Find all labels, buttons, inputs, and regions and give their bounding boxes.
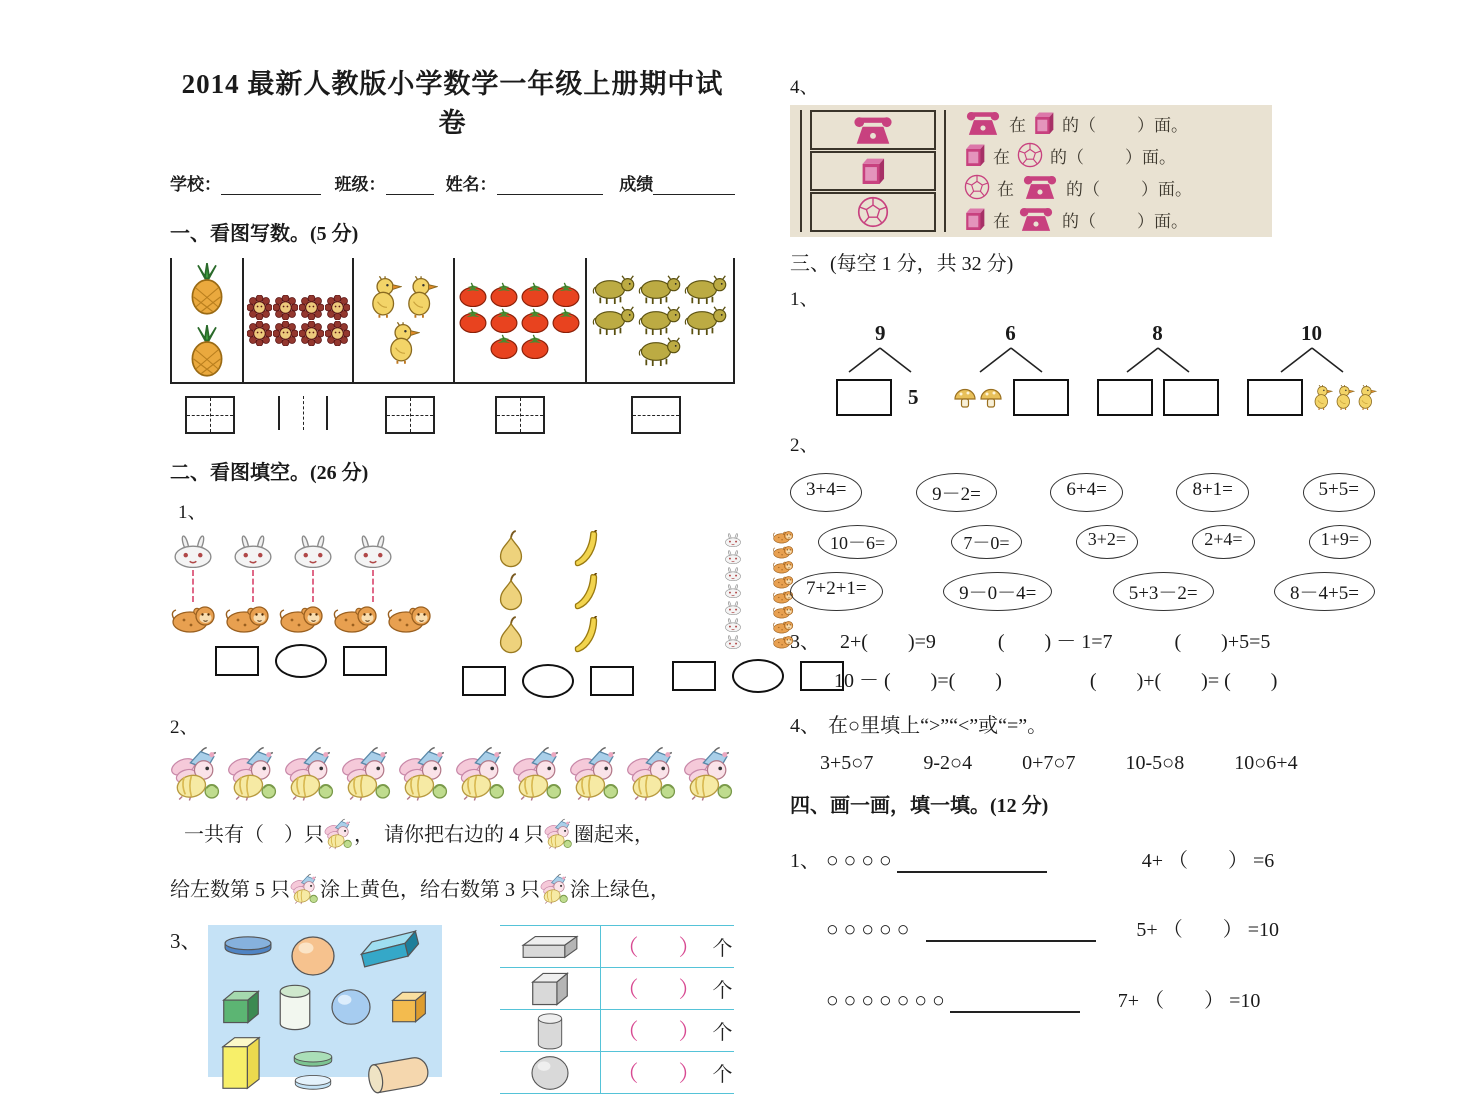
rabbit-icon bbox=[720, 531, 746, 547]
school-blank bbox=[221, 175, 321, 195]
telephone-icon bbox=[1017, 206, 1055, 232]
fill-equation: 7+ （ ） =10 bbox=[1117, 990, 1261, 1012]
line1-text: 圈起来， bbox=[574, 824, 654, 846]
tree-branches bbox=[837, 346, 923, 374]
section1-heading: 一、看图写数。(5 分) bbox=[170, 223, 359, 245]
cow-icon bbox=[638, 275, 682, 304]
equation-oval: 10－6= bbox=[818, 525, 897, 559]
pear-icon bbox=[494, 616, 528, 654]
section4-heading: 四、画一画，填一填。(12 分) bbox=[790, 795, 1049, 817]
pear-icon bbox=[494, 530, 528, 568]
fill-equations-line1 bbox=[790, 625, 1375, 654]
compare-items bbox=[820, 752, 1375, 775]
cow-icon bbox=[684, 275, 728, 304]
flower-icon bbox=[299, 321, 324, 346]
box-icon bbox=[860, 156, 886, 186]
unit-label: 个 bbox=[712, 980, 733, 1002]
q4-number: 4、 bbox=[790, 77, 819, 98]
cow-icon bbox=[638, 337, 682, 366]
table-row-cylinder bbox=[500, 1010, 734, 1052]
tomato-icon bbox=[458, 308, 488, 333]
class-blank bbox=[386, 175, 434, 195]
shapes-panel bbox=[208, 925, 442, 1077]
football-icon bbox=[964, 174, 990, 200]
answer-box bbox=[631, 396, 681, 434]
line1-text: ， 请你把右边的 4 只 bbox=[354, 824, 544, 846]
banana-icon bbox=[572, 616, 602, 654]
fill-box bbox=[1247, 379, 1303, 416]
rabbit-icon bbox=[720, 633, 746, 649]
section3-heading: 三、(每空 1 分，共 32 分) bbox=[790, 253, 1014, 275]
de-text: 的（ bbox=[1050, 147, 1084, 167]
compare-box bbox=[343, 646, 387, 676]
cow-icon bbox=[592, 275, 636, 304]
position-row bbox=[964, 206, 1262, 232]
duck-icon bbox=[370, 276, 402, 318]
tree-branches bbox=[1115, 346, 1201, 374]
compare-answer-boxes bbox=[462, 664, 634, 698]
table-row-cuboid bbox=[500, 926, 734, 968]
pineapple-icon bbox=[186, 262, 228, 316]
compare-oval bbox=[522, 664, 574, 698]
cyan-cuboid-shape bbox=[347, 926, 431, 973]
bee-icon bbox=[170, 745, 223, 801]
monkey-icon bbox=[170, 604, 216, 634]
cuboid-icon bbox=[519, 934, 581, 960]
close-paren: ） bbox=[678, 935, 701, 960]
class-label: 班级： bbox=[334, 175, 386, 194]
line1-text: 一共有（ ）只 bbox=[184, 824, 324, 846]
equation-oval: 8－4+5= bbox=[1274, 572, 1375, 611]
tomato-icon bbox=[551, 308, 581, 333]
de-text: 的（ bbox=[1062, 115, 1096, 135]
section2-heading: 二、看图填空。(26 分) bbox=[170, 462, 369, 484]
shapes-question bbox=[170, 925, 735, 1094]
match-dashed-line bbox=[350, 570, 396, 602]
bee-question-line2 bbox=[170, 872, 735, 905]
equation-oval: 7+2+1= bbox=[790, 572, 883, 611]
duckling-icon bbox=[1313, 385, 1333, 410]
fill-equation: ( )+( )= ( ) bbox=[1089, 670, 1278, 692]
de-text: 的（ bbox=[1062, 211, 1096, 231]
equation-oval: 6+4= bbox=[1050, 473, 1122, 512]
bee-icon bbox=[683, 745, 736, 801]
equation-oval: 1+9= bbox=[1309, 525, 1371, 559]
box-icon bbox=[964, 142, 986, 168]
bee-icon bbox=[626, 745, 679, 801]
fill-box bbox=[1097, 379, 1153, 416]
bee-icon bbox=[512, 745, 565, 801]
rabbit-icon bbox=[720, 616, 746, 632]
page-title: 2014 最新人教版小学数学一年级上册期中试卷 bbox=[181, 69, 724, 138]
line2-text: 涂上黄色，给右数第 3 只 bbox=[320, 879, 540, 901]
position-question-photo bbox=[790, 105, 1272, 237]
flower-icon bbox=[299, 295, 324, 320]
compare-answer-boxes bbox=[170, 644, 432, 678]
line2-text: 给左数第 5 只 bbox=[170, 879, 290, 901]
rabbit-icon bbox=[290, 530, 336, 568]
cell-tomatoes bbox=[455, 258, 587, 382]
lightblue-disc-shape bbox=[292, 1074, 334, 1091]
tree-number: 5 bbox=[908, 385, 919, 409]
cell-ducks bbox=[354, 258, 455, 382]
position-row bbox=[964, 110, 1262, 136]
header-fields bbox=[170, 170, 735, 195]
unit-label: 个 bbox=[712, 1022, 733, 1044]
equation-oval: 5+5= bbox=[1303, 473, 1375, 512]
tree-9 bbox=[836, 321, 925, 416]
tree-top-number: 9 bbox=[875, 321, 886, 345]
mian-text: ）面。 bbox=[1141, 179, 1192, 199]
fill-equation: 5+ （ ） =10 bbox=[1136, 919, 1279, 941]
draw-fill-row bbox=[790, 844, 1375, 873]
de-text: 的（ bbox=[1066, 179, 1100, 199]
blue-sphere-shape bbox=[329, 988, 373, 1026]
fill-equation: 2+( )=9 bbox=[840, 631, 936, 653]
answer-box bbox=[495, 396, 545, 434]
close-paren: ） bbox=[678, 1019, 701, 1044]
open-paren: （ bbox=[616, 1061, 639, 1086]
compare-group-pears-bananas bbox=[462, 530, 634, 698]
draw-fill-row bbox=[790, 984, 1375, 1013]
telephone-icon bbox=[1021, 174, 1059, 200]
tomato-icon bbox=[520, 282, 550, 307]
compare-item: 10○6+4 bbox=[1234, 752, 1298, 774]
monkey-icon bbox=[224, 604, 270, 634]
right-column bbox=[790, 72, 1375, 1013]
bee-question-line1 bbox=[184, 817, 735, 850]
equation-oval: 7－0= bbox=[951, 525, 1021, 559]
bee-icon bbox=[290, 872, 320, 905]
unit-label: 个 bbox=[712, 1064, 733, 1086]
tomato-icon bbox=[489, 308, 519, 333]
tree-8 bbox=[1097, 321, 1219, 416]
mushroom-icon bbox=[953, 387, 977, 409]
equation-oval: 9－0－4= bbox=[943, 572, 1052, 611]
bee-icon bbox=[324, 817, 354, 850]
draw-blank bbox=[926, 919, 1096, 942]
draw-blank bbox=[897, 850, 1047, 873]
q3-number: 3、 bbox=[170, 929, 202, 953]
school-label: 学校： bbox=[170, 175, 221, 194]
duckling-icon bbox=[1357, 385, 1377, 410]
fill-equations-line2 bbox=[834, 664, 1375, 693]
fill-equation: 10 － ( )=( ) bbox=[834, 670, 1002, 692]
mushroom-icon bbox=[979, 387, 1003, 409]
flower-icon bbox=[325, 295, 350, 320]
flower-icon bbox=[273, 321, 298, 346]
table-row-sphere bbox=[500, 1052, 734, 1094]
rabbit-icon bbox=[720, 548, 746, 564]
line2-text: 涂上绿色， bbox=[570, 879, 670, 901]
green-cube-shape bbox=[220, 988, 262, 1026]
name-label: 姓名： bbox=[445, 175, 497, 194]
open-paren: （ bbox=[616, 1019, 639, 1044]
zai-text: 在 bbox=[997, 179, 1014, 199]
s3q4-number: 4、 bbox=[790, 715, 820, 737]
close-paren: ） bbox=[678, 977, 701, 1002]
compare-group-rabbits-monkeys bbox=[170, 530, 432, 698]
unit-label: 个 bbox=[712, 938, 733, 960]
count-pictures-table bbox=[170, 258, 735, 384]
flower-icon bbox=[325, 321, 350, 346]
equation-oval: 8+1= bbox=[1176, 473, 1248, 512]
compare-box bbox=[672, 661, 716, 691]
fill-box bbox=[1013, 379, 1069, 416]
answer-box bbox=[278, 396, 328, 430]
football-icon bbox=[1017, 142, 1043, 168]
tree-top-number: 6 bbox=[1005, 321, 1016, 345]
zai-text: 在 bbox=[1009, 115, 1026, 135]
cow-icon bbox=[684, 306, 728, 335]
shelf-figure bbox=[800, 110, 946, 232]
fill-equation: ( )+5=5 bbox=[1174, 631, 1271, 653]
match-dashed-line bbox=[290, 570, 336, 602]
equation-oval: 9－2= bbox=[916, 473, 997, 512]
pineapple-icon bbox=[186, 324, 228, 378]
compare-box bbox=[215, 646, 259, 676]
cell-pineapples bbox=[170, 258, 244, 382]
decomposition-trees bbox=[836, 321, 1375, 416]
sphere-icon bbox=[528, 1055, 572, 1091]
flower-icon bbox=[247, 321, 272, 346]
compare-item: 9-2○4 bbox=[923, 752, 973, 774]
tree-10 bbox=[1247, 321, 1377, 416]
cell-flowers bbox=[244, 258, 354, 382]
compare-oval bbox=[275, 644, 327, 678]
rabbit-icon bbox=[170, 530, 216, 568]
banana-icon bbox=[572, 530, 602, 568]
duck-icon bbox=[406, 276, 438, 318]
fill-equation: 4+ （ ） =6 bbox=[1141, 850, 1275, 872]
tomato-icon bbox=[520, 334, 550, 359]
score-blank bbox=[653, 175, 735, 195]
open-paren: （ bbox=[616, 977, 639, 1002]
monkey-icon bbox=[332, 604, 378, 634]
cow-icon bbox=[638, 306, 682, 335]
close-paren: ） bbox=[678, 1061, 701, 1086]
shape-count-table bbox=[500, 925, 734, 1094]
open-paren: （ bbox=[616, 935, 639, 960]
compare-instruction bbox=[790, 709, 1375, 738]
bees-row bbox=[170, 745, 735, 801]
fill-box bbox=[1163, 379, 1219, 416]
answer-box bbox=[385, 396, 435, 434]
blue-disc-shape bbox=[220, 935, 276, 957]
fill-equation: ( ) － 1=7 bbox=[997, 631, 1113, 653]
bee-icon bbox=[569, 745, 622, 801]
rabbit-icon bbox=[230, 530, 276, 568]
name-blank bbox=[497, 175, 604, 195]
tomato-icon bbox=[520, 308, 550, 333]
duck-icon bbox=[388, 322, 420, 364]
rabbit-icon bbox=[350, 530, 396, 568]
monkey-icon bbox=[278, 604, 324, 634]
pear-icon bbox=[494, 573, 528, 611]
flower-icon bbox=[273, 295, 298, 320]
tomato-icon bbox=[551, 282, 581, 307]
box-icon bbox=[1033, 110, 1055, 136]
banana-icon bbox=[572, 573, 602, 611]
orange-cylinder-shape bbox=[361, 1054, 432, 1097]
tree-6 bbox=[953, 321, 1069, 416]
q1-number: 1、 bbox=[178, 502, 207, 523]
zai-text: 在 bbox=[993, 147, 1010, 167]
tree-top-number: 8 bbox=[1152, 321, 1163, 345]
tomato-icon bbox=[489, 282, 519, 307]
mian-text: ）面。 bbox=[1137, 115, 1188, 135]
pale-cylinder-shape bbox=[278, 983, 312, 1031]
fill-box bbox=[836, 379, 892, 416]
position-row bbox=[964, 174, 1262, 200]
orange-cube-shape bbox=[389, 989, 429, 1025]
position-row bbox=[964, 142, 1262, 168]
mian-text: ）面。 bbox=[1137, 211, 1188, 231]
compare-item: 10-5○8 bbox=[1125, 752, 1185, 774]
telephone-icon bbox=[964, 110, 1002, 136]
equation-oval: 3+2= bbox=[1076, 525, 1138, 559]
row-number: 1、 bbox=[790, 850, 820, 872]
tomato-icon bbox=[458, 282, 488, 307]
bee-icon bbox=[544, 817, 574, 850]
green-disc-shape bbox=[288, 1050, 338, 1068]
football-icon bbox=[857, 196, 889, 228]
flower-icon bbox=[247, 295, 272, 320]
tree-branches bbox=[1269, 346, 1355, 374]
bee-icon bbox=[227, 745, 280, 801]
draw-blank bbox=[950, 990, 1080, 1013]
box-icon bbox=[964, 206, 986, 232]
equation-oval: 5+3－2= bbox=[1113, 572, 1214, 611]
answer-boxes-row bbox=[170, 396, 735, 434]
mian-text: ）面。 bbox=[1125, 147, 1176, 167]
cow-icon bbox=[592, 306, 636, 335]
q2-number: 2、 bbox=[170, 717, 199, 738]
bee-icon bbox=[540, 872, 570, 905]
bee-icon bbox=[398, 745, 451, 801]
compare-box bbox=[590, 666, 634, 696]
rabbit-icon bbox=[720, 599, 746, 615]
match-dashed-line bbox=[230, 570, 276, 602]
answer-box bbox=[185, 396, 235, 434]
tomato-icon bbox=[489, 334, 519, 359]
circles-to-continue: ○○○○○○○ bbox=[826, 988, 950, 1012]
circles-to-continue: ○○○○○ bbox=[826, 917, 915, 941]
left-column bbox=[170, 62, 735, 1094]
rabbit-icon bbox=[720, 582, 746, 598]
draw-fill-row bbox=[790, 913, 1375, 942]
orange-sphere-shape bbox=[290, 935, 336, 977]
compare-box bbox=[462, 666, 506, 696]
tree-top-number: 10 bbox=[1301, 321, 1322, 345]
yellow-cuboid-shape bbox=[220, 1035, 262, 1091]
monkey-icon bbox=[386, 604, 432, 634]
circles-to-continue: ○○○○ bbox=[826, 848, 897, 872]
equation-oval: 2+4= bbox=[1192, 525, 1254, 559]
rabbit-icon bbox=[720, 565, 746, 581]
match-dashed-line bbox=[170, 570, 216, 602]
cylinder-icon bbox=[536, 1012, 564, 1050]
bee-icon bbox=[455, 745, 508, 801]
tree-branches bbox=[968, 346, 1054, 374]
s3q1-number: 1、 bbox=[790, 289, 819, 310]
score-label: 成绩 bbox=[619, 175, 654, 194]
compare-instruction-text: 在○里填上“>”“<”或“=”。 bbox=[828, 715, 1048, 737]
cell-cows bbox=[587, 258, 735, 382]
compare-oval bbox=[732, 659, 784, 693]
bee-icon bbox=[284, 745, 337, 801]
compare-item: 3+5○7 bbox=[820, 752, 874, 774]
telephone-icon bbox=[851, 115, 895, 145]
cube-icon bbox=[528, 970, 572, 1008]
bee-icon bbox=[341, 745, 394, 801]
s3q2-number: 2、 bbox=[790, 435, 819, 456]
compare-groups bbox=[170, 530, 735, 698]
compare-item: 0+7○7 bbox=[1022, 752, 1076, 774]
equation-oval: 3+4= bbox=[790, 473, 862, 512]
table-row-cube bbox=[500, 968, 734, 1010]
duckling-icon bbox=[1335, 385, 1355, 410]
equation-ovals bbox=[790, 473, 1375, 611]
s3q3-number: 3、 bbox=[790, 631, 820, 653]
zai-text: 在 bbox=[993, 211, 1010, 231]
